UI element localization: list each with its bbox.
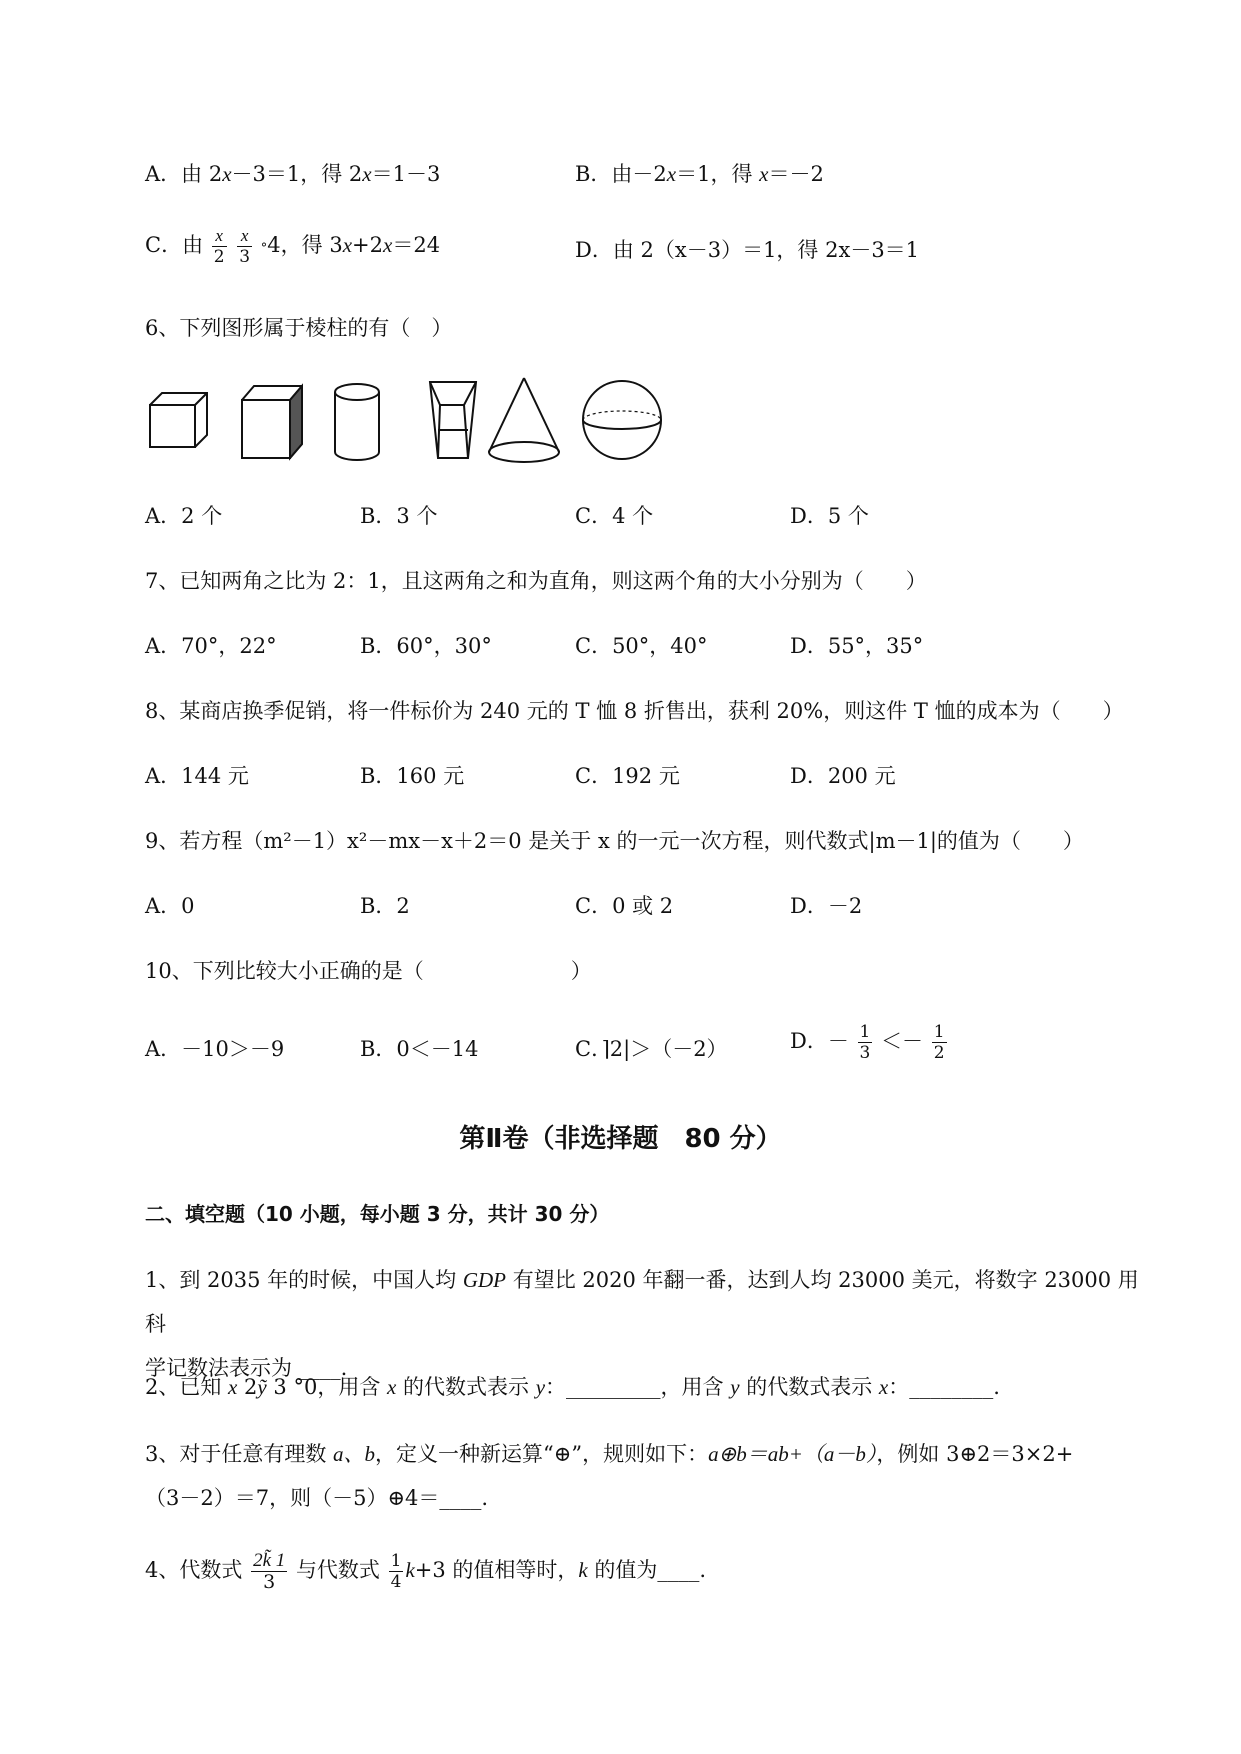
q5-option-d: D．由 2（x－3）＝1，得 2x－3＝1 (575, 238, 920, 262)
q6-option-c: C．4 个 (575, 504, 654, 528)
q7-option-a: A．70°，22° (145, 634, 277, 658)
q7-stem: 7、已知两角之比为 2：1，且这两角之和为直角，则这两个角的大小分别为（ ） (145, 569, 927, 593)
fraction-x-over-3: $\frac{x}{3}$ (239, 226, 251, 267)
fraction-one-half: $\frac{1}{2}$ (933, 1022, 945, 1063)
q8-option-c: C．192 元 (575, 764, 680, 788)
q7-option-d: D．55°，35° (790, 634, 924, 658)
q6-stem: 6、下列图形属于棱柱的有（ ） (145, 316, 453, 340)
fraction-2k-1-over-3: $\frac{2k̃ 1}{3}$ (253, 1550, 286, 1593)
fraction-one-third: $\frac{1}{3}$ (859, 1022, 871, 1063)
q6-option-d: D．5 个 (790, 504, 869, 528)
fill-q4: 4、代数式 $\frac{2k̃ 1}{3}$ 与代数式 $\frac{1}{4}$ k+3 的值相等时，k 的值为____. (145, 1550, 707, 1593)
q8-option-a: A．144 元 (145, 764, 249, 788)
fill-q2: 2、已知 x 2ỹ 3 °0，用含 x 的代数式表示 y：_________，用含 y 的代数式表示 x：________. (145, 1375, 1000, 1399)
part-title: 第Ⅱ卷（非选择题 80 分） (459, 1124, 782, 1154)
q9-option-b: B．2 (360, 894, 410, 918)
q5-option-c: C．由 $\frac{x}{2}$ $\frac{x}{3}$ °4，得 3x+2x＝24 (145, 226, 441, 267)
q10-option-d: D．－ $\frac{1}{3}$ ＜－ $\frac{1}{2}$ (790, 1022, 945, 1063)
q6-option-a: A．2 个 (145, 504, 223, 528)
frustum-icon (430, 382, 476, 458)
q10-option-a: A．－10＞－9 (145, 1037, 285, 1061)
cone-icon (489, 378, 559, 462)
cylinder-icon (335, 384, 379, 460)
q6-option-b: B．3 个 (360, 504, 438, 528)
sphere-icon (583, 381, 661, 459)
q8-option-b: B．160 元 (360, 764, 465, 788)
q10-option-c: C．⌉2|＞（－2） (575, 1037, 728, 1061)
fill-q3: 3、对于任意有理数 a、b，定义一种新运算“⊕”，规则如下：a⊕b＝ab+（a－b），例如 3⊕2＝3×2+ （3－2）＝7，则（－5）⊕4＝____. (145, 1442, 1074, 1510)
q5-option-a: A．由 2x－3＝1，得 2x＝1－3 (145, 162, 441, 186)
fraction-one-quarter: $\frac{1}{4}$ (390, 1551, 402, 1592)
cube-icon (242, 386, 302, 458)
q9-option-d: D．－2 (790, 894, 863, 918)
q9-stem: 9、若方程（m²－1）x²－mx－x＋2＝0 是关于 x 的一元一次方程，则代数式|m－1|的值为（ ） (145, 829, 1084, 853)
fraction-x-over-2: $\frac{x}{2}$ (213, 226, 225, 267)
q10-option-b: B．0＜－14 (360, 1037, 479, 1061)
solid-figures (140, 370, 700, 480)
q7-option-b: B．60°，30° (360, 634, 492, 658)
q9-option-c: C．0 或 2 (575, 894, 674, 918)
section-heading: 二、填空题（10 小题，每小题 3 分，共计 30 分） (145, 1202, 610, 1226)
q5-option-b: B．由－2x＝1，得 x＝－2 (575, 162, 824, 186)
fill-q1: 1、到 2035 年的时候，中国人均 GDP 有望比 2020 年翻一番，达到人均 23000 美元，将数字 23000 用科 学记数法表示为 ____. (145, 1268, 1139, 1380)
q9-option-a: A．0 (145, 894, 195, 918)
q7-option-c: C．50°，40° (575, 634, 708, 658)
q8-stem: 8、某商店换季促销，将一件标价为 240 元的 T 恤 8 折售出，获利 20%，则这件 T 恤的成本为（ ） (145, 699, 1124, 723)
q10-stem: 10、下列比较大小正确的是（ ） (145, 959, 592, 983)
q8-option-d: D．200 元 (790, 764, 896, 788)
rectangular-prism-icon (150, 393, 207, 447)
